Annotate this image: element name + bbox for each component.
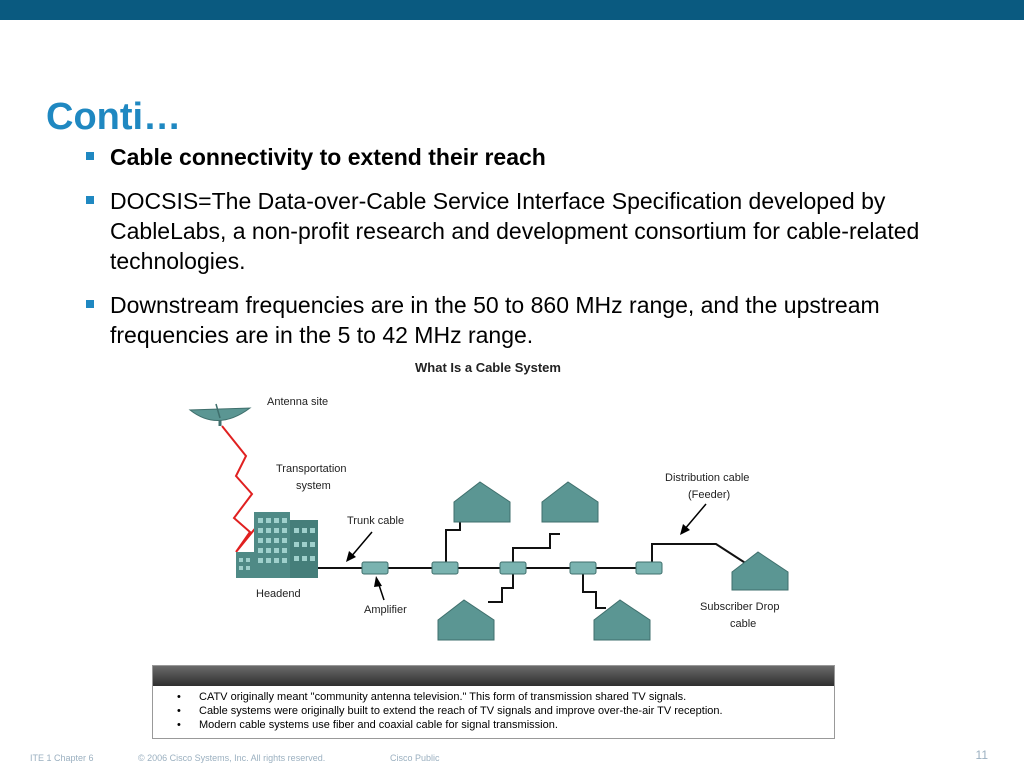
bullet-item — [84, 142, 964, 172]
amplifier-label: Amplifier — [364, 604, 407, 616]
amplifier-arrow-icon — [374, 576, 384, 600]
note-item — [177, 704, 834, 718]
footer-copyright: © 2006 Cisco Systems, Inc. All rights reserved. — [138, 753, 326, 763]
note-text: Modern cable systems use fiber and coaxial cable for signal transmission. — [199, 719, 558, 731]
note-item — [177, 718, 834, 732]
distribution-cable-label-line1: Distribution cable — [665, 472, 750, 484]
notes-header-bar — [153, 666, 834, 686]
note-bullet-icon: • — [177, 691, 181, 703]
trunk-cable-arrow-icon — [346, 532, 372, 562]
bullet-text: DOCSIS=The Data-over-Cable Service Interface Specification developed by CableLabs, a non-profit research and development consortium for cable-related technologies. — [110, 188, 920, 274]
top-banner — [0, 0, 1024, 20]
slide-title: Conti… — [46, 96, 182, 138]
footer-classification: Cisco Public — [390, 753, 440, 763]
distribution-cable-arrow-icon — [680, 504, 706, 535]
house-icon — [438, 482, 788, 640]
distribution-cable-label-line2: (Feeder) — [688, 489, 731, 501]
note-text: Cable systems were originally built to extend the reach of TV signals and improve over-the-air TV reception. — [199, 705, 723, 717]
cable-system-diagram — [150, 352, 850, 652]
notes-box — [152, 665, 835, 739]
transportation-label-line2: system — [296, 480, 331, 492]
headend-building-icon — [236, 512, 318, 578]
bullet-square-icon — [86, 300, 94, 308]
note-item — [177, 690, 834, 704]
note-bullet-icon: • — [177, 705, 181, 717]
bullet-square-icon — [86, 196, 94, 204]
page-number: 11 — [975, 748, 988, 762]
feeder-branch-lines — [446, 522, 750, 608]
subscriber-drop-label-line1: Subscriber Drop — [700, 601, 780, 613]
note-bullet-icon: • — [177, 719, 181, 731]
bullet-text: Downstream frequencies are in the 50 to 860 MHz range, and the upstream frequencies are in the 5 to 42 MHz range. — [110, 292, 880, 348]
notes-list — [153, 686, 834, 732]
antenna-site-label: Antenna site — [267, 396, 329, 408]
bullet-text: Cable connectivity to extend their reach — [110, 144, 546, 170]
antenna-dish-icon — [190, 404, 250, 426]
bullet-item — [84, 186, 964, 276]
headend-label: Headend — [256, 588, 301, 600]
bullet-item — [84, 290, 964, 350]
footer-course: ITE 1 Chapter 6 — [30, 753, 94, 763]
note-text: CATV originally meant "community antenna television." This form of transmission shared TV signals. — [199, 691, 687, 703]
bullet-square-icon — [86, 152, 94, 160]
bullet-list — [84, 142, 964, 364]
transportation-label-line1: Transportation — [276, 463, 347, 475]
trunk-cable-label: Trunk cable — [347, 515, 405, 527]
diagram-title: What Is a Cable System — [415, 360, 561, 375]
subscriber-drop-label-line2: cable — [730, 618, 757, 630]
